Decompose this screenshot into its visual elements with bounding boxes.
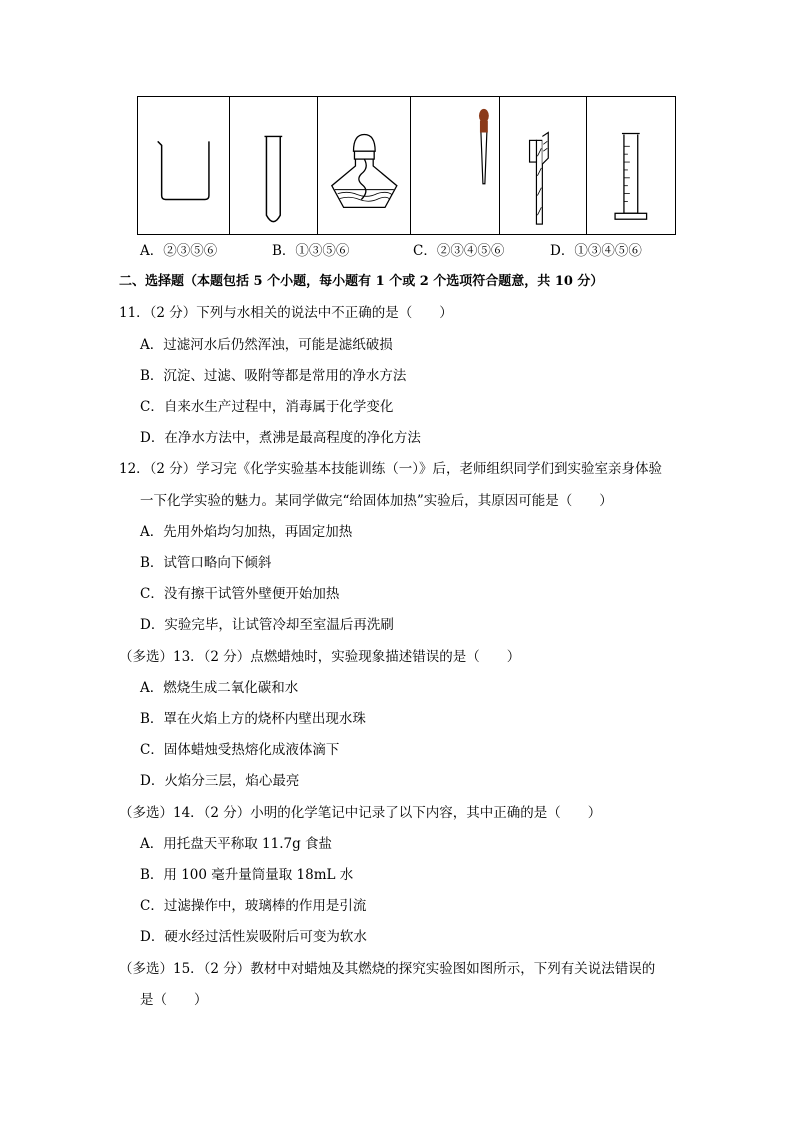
test-tube-cell [230,97,319,234]
test-tube-holder-cell [500,97,588,234]
q12-option-a[interactable]: A．先用外焰均匀加热，再固定加热 [140,524,353,540]
beaker-icon [138,97,229,234]
q15-stem-line1: （多选）15．（2 分）教材中对蜡烛及其燃烧的探究实验图如图所示，下列有关说法错误的 [119,961,656,977]
section-title: 二、选择题（本题包括 5 个小题，每小题有 1 个或 2 个选项符合题意，共 10 分） [119,274,604,289]
dropper-icon [411,97,499,234]
q12-stem-line2: 一下化学实验的魅力。某同学做完“给固体加热”实验后，其原因可能是（ ） [140,493,613,509]
q13-stem: （多选）13．（2 分）点燃蜡烛时，实验现象描述错误的是（ ） [119,649,521,665]
alcohol-lamp-cell [318,97,411,234]
q14-option-c[interactable]: C．过滤操作中，玻璃棒的作用是引流 [140,898,367,914]
q11-option-c[interactable]: C．自来水生产过程中，消毒属于化学变化 [140,399,394,415]
q11-stem: 11．（2 分）下列与水相关的说法中不正确的是（ ） [119,305,453,321]
apparatus-table [137,96,676,235]
q10-option-c[interactable]: C．②③④⑤⑥ [413,243,505,259]
q11-option-d[interactable]: D．在净水方法中，煮沸是最高程度的净化方法 [140,430,421,446]
dropper-cell [411,97,500,234]
q10-option-d[interactable]: D．①③④⑤⑥ [550,243,642,259]
q14-option-a[interactable]: A．用托盘天平称取 11.7g 食盐 [140,836,333,852]
test-tube-holder-icon [500,97,587,234]
test-tube-icon [230,97,318,234]
q13-option-b[interactable]: B．罩在火焰上方的烧杯内壁出现水珠 [140,711,366,727]
q13-option-c[interactable]: C．固体蜡烛受热熔化成液体滴下 [140,742,340,758]
q12-option-c[interactable]: C．没有擦干试管外壁便开始加热 [140,586,340,602]
q13-option-a[interactable]: A．燃烧生成二氧化碳和水 [140,680,299,696]
q11-option-a[interactable]: A．过滤河水后仍然浑浊，可能是滤纸破损 [140,337,393,353]
q12-option-b[interactable]: B．试管口略向下倾斜 [140,555,272,571]
q12-stem-line1: 12．（2 分）学习完《化学实验基本技能训练（一）》后，老师组织同学们到实验室亲身体验 [119,461,663,477]
q11-option-b[interactable]: B．沉淀、过滤、吸附等都是常用的净水方法 [140,368,407,384]
graduated-cylinder-cell [587,97,675,234]
q15-stem-line2: 是（ ） [140,992,208,1008]
graduated-cylinder-icon [587,97,675,234]
q14-option-b[interactable]: B．用 100 毫升量筒量取 18mL 水 [140,867,354,883]
beaker-cell [138,97,230,234]
q10-option-b[interactable]: B．①③⑤⑥ [272,243,350,259]
q13-option-d[interactable]: D．火焰分三层，焰心最亮 [140,773,300,789]
q10-option-a[interactable]: A．②③⑤⑥ [140,243,218,259]
q12-option-d[interactable]: D．实验完毕，让试管冷却至室温后再洗刷 [140,617,394,633]
q14-stem: （多选）14．（2 分）小明的化学笔记中记录了以下内容，其中正确的是（ ） [119,805,602,821]
q14-option-d[interactable]: D．硬水经过活性炭吸附后可变为软水 [140,929,367,945]
alcohol-lamp-icon [318,97,410,234]
